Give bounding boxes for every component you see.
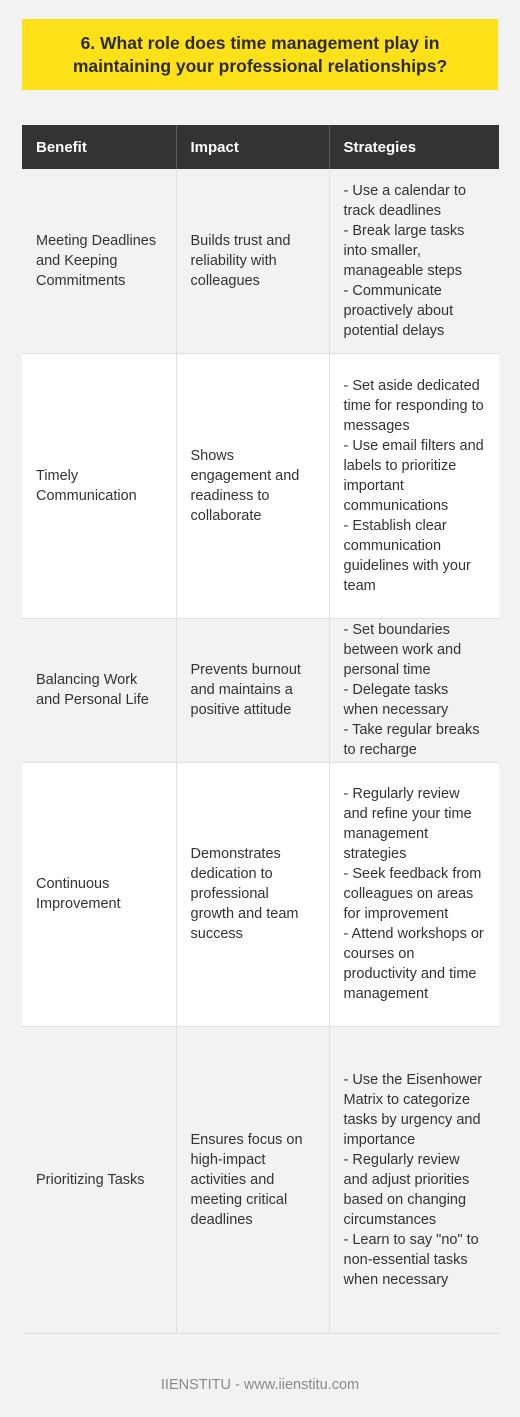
table-row xyxy=(22,353,499,618)
impact-cell: Demonstrates dedication to professional growth and team success xyxy=(176,762,329,1026)
benefit-cell: Balancing Work and Personal Life xyxy=(22,618,176,762)
benefits-table xyxy=(22,125,499,1334)
strategies-cell xyxy=(329,353,499,618)
strategy-item: - Regularly review and adjust priorities based on changing circumstances xyxy=(343,1151,470,1228)
benefits-table-container xyxy=(22,125,499,1334)
strategy-item: - Break large tasks into smaller, manageable steps xyxy=(343,222,465,279)
strategies-cell xyxy=(329,762,499,1026)
strategy-item: - Establish clear communication guidelines with your team xyxy=(343,517,471,594)
strategy-item: - Set boundaries between work and personal time xyxy=(343,622,462,678)
strategy-item: - Use a calendar to track deadlines xyxy=(343,182,467,219)
table-row xyxy=(22,169,499,353)
impact-cell: Builds trust and reliability with colleagues xyxy=(176,169,329,353)
strategy-item: - Communicate proactively about potential delays xyxy=(343,282,454,339)
strategy-item: - Delegate tasks when necessary xyxy=(343,682,449,718)
strategy-item: - Use email filters and labels to prioritize important communications xyxy=(343,437,484,514)
table-row xyxy=(22,762,499,1026)
benefit-cell: Meeting Deadlines and Keeping Commitments xyxy=(22,169,176,353)
strategies-cell xyxy=(329,169,499,353)
impact-cell: Shows engagement and readiness to collaborate xyxy=(176,353,329,618)
strategy-item: - Learn to say "no" to non-essential tasks when necessary xyxy=(343,1231,479,1288)
strategies-cell xyxy=(329,1026,499,1333)
table-row xyxy=(22,618,499,762)
header-impact: Impact xyxy=(176,125,329,169)
strategy-item: - Seek feedback from colleagues on areas for improvement xyxy=(343,866,482,922)
benefit-cell: Prioritizing Tasks xyxy=(22,1026,176,1333)
strategy-item: - Set aside dedicated time for responding to messages xyxy=(343,377,484,434)
strategy-item: - Take regular breaks to recharge xyxy=(343,722,480,758)
header-strategies: Strategies xyxy=(329,125,499,169)
impact-cell: Ensures focus on high-impact activities and meeting critical deadlines xyxy=(176,1026,329,1333)
title-banner xyxy=(22,19,498,90)
benefit-cell: Continuous Improvement xyxy=(22,762,176,1026)
table-header-row xyxy=(22,125,499,169)
strategies-cell xyxy=(329,618,499,762)
strategy-item: - Attend workshops or courses on productivity and time management xyxy=(343,926,484,1002)
footer-credit: IIENSTITU - www.iienstitu.com xyxy=(160,1377,360,1393)
benefit-cell: Timely Communication xyxy=(22,353,176,618)
table-row xyxy=(22,1026,499,1333)
page-title: 6. What role does time management play in maintaining your professional relationships? xyxy=(72,32,448,76)
strategy-item: - Use the Eisenhower Matrix to categorize tasks by urgency and importance xyxy=(343,1071,483,1148)
impact-cell: Prevents burnout and maintains a positive attitude xyxy=(176,618,329,762)
strategy-item: - Regularly review and refine your time management strategies xyxy=(343,786,472,862)
header-benefit: Benefit xyxy=(22,125,176,169)
